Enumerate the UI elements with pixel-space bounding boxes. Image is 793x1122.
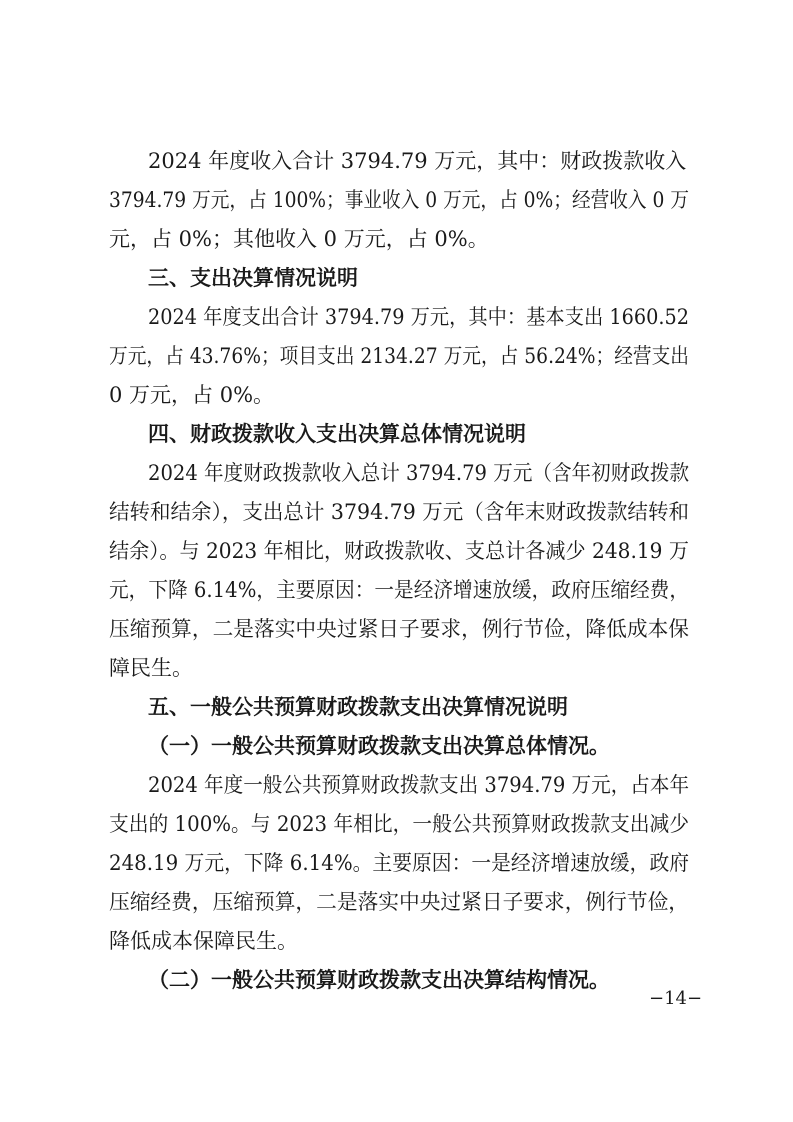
body-line [0, 653, 793, 683]
body-line [0, 575, 793, 605]
body-line [0, 341, 793, 371]
body-line [0, 536, 793, 566]
body-line [0, 614, 793, 644]
body-text: 结余）。与 2023 年相比，财政拨款收、支总计各减少 248.19 万 [109, 539, 690, 563]
heading-text: （二）一般公共预算财政拨款支出决算结构情况。 [148, 968, 610, 992]
body-text: 2024 年度一般公共预算财政拨款支出 3794.79 万元，占本年 [148, 773, 690, 797]
body-text: 压缩预算，二是落实中央过紧日子要求，例行节俭，降低成本保 [109, 617, 690, 641]
body-line [0, 809, 793, 839]
body-text: 2024 年度支出合计 3794.79 万元，其中：基本支出 1660.52 [148, 305, 689, 329]
heading-text: 三、支出决算情况说明 [148, 266, 358, 290]
page-number: −14− [649, 988, 703, 1009]
body-line [0, 926, 793, 956]
subsection-heading [0, 731, 793, 761]
section-heading [0, 419, 793, 449]
body-text: 3794.79 万元，占 100%；事业收入 0 万元，占 0%；经营收入 0 万 [109, 188, 690, 212]
body-text: 结转和结余），支出总计 3794.79 万元（含年末财政拨款结转和 [109, 500, 689, 524]
body-text: 支出的 100%。与 2023 年相比，一般公共预算财政拨款支出减少 [109, 812, 690, 836]
body-line [0, 224, 793, 254]
heading-text: （一）一般公共预算财政拨款支出决算总体情况。 [148, 734, 610, 758]
section-heading [0, 692, 793, 722]
body-text: 压缩经费，压缩预算，二是落实中央过紧日子要求，例行节俭， [109, 890, 690, 914]
body-line [0, 887, 793, 917]
body-text: 2024 年度财政拨款收入总计 3794.79 万元（含年初财政拨款 [148, 461, 690, 485]
body-text: 降低成本保障民生。 [109, 929, 298, 953]
body-line [0, 770, 793, 800]
section-heading [0, 263, 793, 293]
body-line [0, 458, 793, 488]
body-line [0, 302, 793, 332]
body-line [0, 185, 793, 215]
body-text: 障民生。 [109, 656, 193, 680]
body-line [0, 380, 793, 410]
body-text: 248.19 万元，下降 6.14%。主要原因：一是经济增速放缓，政府 [109, 851, 690, 875]
body-text: 0 万元，占 0%。 [109, 383, 275, 407]
body-line [0, 848, 793, 878]
body-text: 元，下降 6.14%，主要原因：一是经济增速放缓，政府压缩经费， [109, 578, 689, 602]
body-line [0, 146, 793, 176]
body-text: 2024 年度收入合计 3794.79 万元，其中：财政拨款收入 [148, 149, 687, 173]
body-line [0, 497, 793, 527]
heading-text: 四、财政拨款收入支出决算总体情况说明 [148, 422, 526, 446]
body-text: 元，占 0%；其他收入 0 万元，占 0%。 [109, 227, 489, 251]
heading-text: 五、一般公共预算财政拨款支出决算情况说明 [148, 695, 568, 719]
body-text: 万元，占 43.76%；项目支出 2134.27 万元，占 56.24%；经营支出 [109, 344, 690, 368]
